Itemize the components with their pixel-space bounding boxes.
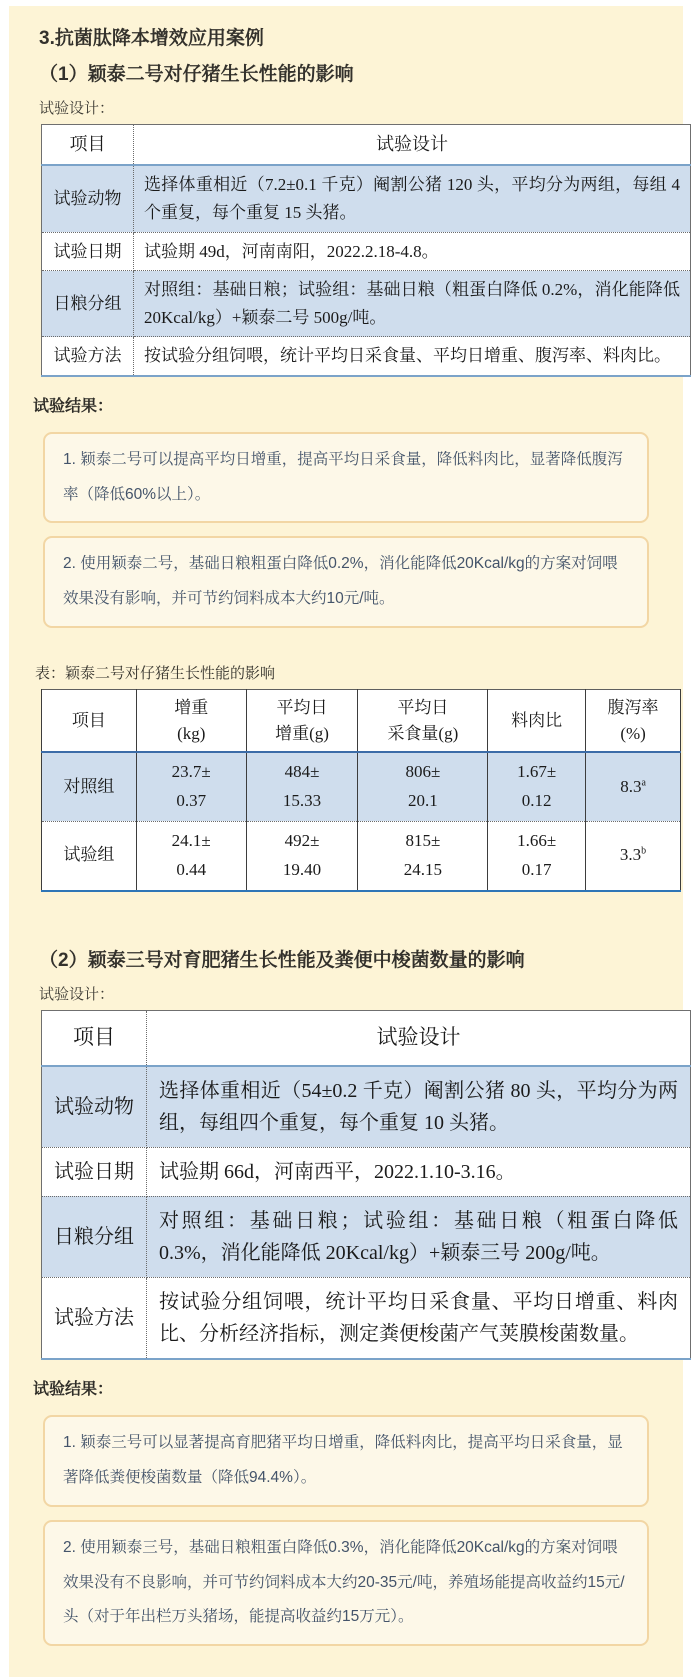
performance-table (41, 689, 681, 892)
gain-cell: 23.7± 0.37 (136, 752, 246, 821)
column-header-fcr: 料肉比 (488, 690, 586, 753)
result-text: 1. 颖泰三号可以显著提高育肥猪平均日增重，降低料肉比，提高平均日采食量，显著降低粪便梭菌数量（降低94.4%）。 (63, 1433, 623, 1486)
table-row (42, 271, 691, 337)
row-label: 试验日期 (42, 1147, 147, 1196)
row-text: 试验期 49d，河南南阳，2022.2.18-4.8。 (134, 232, 691, 271)
table-row (42, 337, 691, 376)
results-label-1: 试验结果： (33, 397, 114, 415)
article-heading: 3.抗菌肽降本增效应用案例 (39, 28, 264, 49)
result-box (43, 536, 649, 628)
fcr-cell: 1.67± 0.12 (488, 752, 586, 821)
column-header-adfi: 平均日 采食量(g) (358, 690, 488, 753)
article-page (9, 6, 683, 1677)
result-box (43, 1520, 649, 1647)
section1-title: （1）颖泰二号对仔猪生长性能的影响 (39, 63, 354, 85)
result-text: 1. 颖泰二号可以提高平均日增重，提高平均日采食量，降低料肉比，显著降低腹泻率（降低60%以上）。 (63, 450, 623, 503)
table-row (42, 1066, 691, 1148)
table-header-row (42, 125, 691, 166)
table-row (42, 232, 691, 271)
table-row (42, 752, 681, 821)
row-label: 试验日期 (42, 232, 134, 271)
table-header-row (42, 690, 681, 753)
fcr-cell: 1.66± 0.17 (488, 821, 586, 890)
significance-superscript: b (641, 845, 647, 857)
row-label: 试验方法 (42, 337, 134, 376)
group-name: 试验组 (42, 821, 137, 890)
row-label: 试验动物 (42, 165, 134, 232)
column-header-item: 项目 (42, 1011, 147, 1066)
adfi-cell: 806± 20.1 (358, 752, 488, 821)
result-text: 2. 使用颖泰二号，基础日粮粗蛋白降低0.2%，消化能降低20Kcal/kg的方案对饲喂效果没有影响，并可节约饲料成本大约10元/吨。 (63, 555, 618, 608)
result-text: 2. 使用颖泰三号，基础日粮粗蛋白降低0.3%，消化能降低20Kcal/kg的方案对饲喂效果没有不良影响，并可节约饲料成本大约20-35元/吨，养殖场能提高收益约15元/头（对于年出栏万头猪场，能提高收益约15万元）。 (63, 1538, 625, 1626)
design-table-1 (41, 124, 691, 376)
row-text: 按试验分组饲喂，统计平均日采食量、平均日增重、料肉比、分析经济指标，测定粪便梭菌产气荚膜梭菌数量。 (147, 1277, 691, 1359)
design-label-2: 试验设计： (39, 986, 115, 1004)
diarrhea-cell: 8.3$^a$ (586, 752, 681, 821)
significance-superscript: a (641, 776, 646, 788)
column-header-adg: 平均日 增重(g) (246, 690, 358, 753)
adg-cell: 484± 15.33 (246, 752, 358, 821)
result-box (43, 1415, 649, 1507)
column-header-item: 项目 (42, 125, 134, 166)
row-text: 对照组：基础日粮；试验组：基础日粮（粗蛋白降低 0.3%，消化能降低 20Kcal/kg）+颖泰三号 200g/吨。 (147, 1196, 691, 1277)
table-header-row (42, 1011, 691, 1066)
design-label-1: 试验设计： (39, 100, 115, 118)
gain-cell: 24.1± 0.44 (136, 821, 246, 890)
result-box (43, 432, 649, 524)
column-header-diarrhea: 腹泻率 (%) (586, 690, 681, 753)
row-text: 按试验分组饲喂，统计平均日采食量、平均日增重、腹泻率、料肉比。 (134, 337, 691, 376)
data-table-caption: 表：颖泰二号对仔猪生长性能的影响 (35, 665, 276, 683)
group-name: 对照组 (42, 752, 137, 821)
adfi-cell: 815± 24.15 (358, 821, 488, 890)
section-2 (31, 948, 678, 1647)
row-label: 试验方法 (42, 1277, 147, 1359)
section-1 (31, 62, 680, 892)
row-label: 日粮分组 (42, 271, 134, 337)
column-header-design: 试验设计 (134, 125, 691, 166)
section2-title: （2）颖泰三号对育肥猪生长性能及粪便中梭菌数量的影响 (39, 949, 525, 971)
row-label: 试验动物 (42, 1066, 147, 1148)
row-text: 试验期 66d，河南西平，2022.1.10-3.16。 (147, 1147, 691, 1196)
table-row (42, 821, 681, 890)
column-header-gain: 增重 (kg) (136, 690, 246, 753)
row-text: 选择体重相近（7.2±0.1 千克）阉割公猪 120 头，平均分为两组，每组 4 个重复，每个重复 15 头猪。 (134, 165, 691, 232)
adg-cell: 492± 19.40 (246, 821, 358, 890)
table-row (42, 1277, 691, 1359)
table-row (42, 1196, 691, 1277)
row-text: 对照组：基础日粮；试验组：基础日粮（粗蛋白降低 0.2%，消化能降低 20Kcal/kg）+颖泰二号 500g/吨。 (134, 271, 691, 337)
row-label: 日粮分组 (42, 1196, 147, 1277)
results-label-2: 试验结果： (33, 1380, 114, 1398)
diarrhea-cell: 3.3$^b$ (586, 821, 681, 890)
table-row (42, 1147, 691, 1196)
column-header-design: 试验设计 (147, 1011, 691, 1066)
row-text: 选择体重相近（54±0.2 千克）阉割公猪 80 头，平均分为两组，每组四个重复，每个重复 10 头猪。 (147, 1066, 691, 1148)
table-row (42, 165, 691, 232)
design-table-2 (41, 1010, 691, 1360)
column-header-item: 项目 (42, 690, 137, 753)
